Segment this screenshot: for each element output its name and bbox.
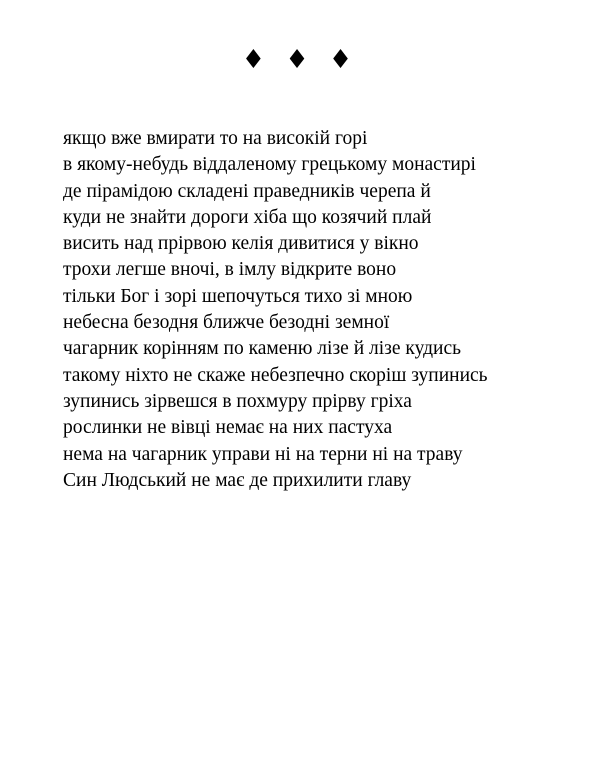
poem-line: Син Людський не має де прихилити главу: [63, 469, 412, 491]
poem-line: де пірамідою складені праведників черепа й: [63, 180, 431, 202]
poem-line: якщо вже вмирати то на високій горі: [63, 128, 368, 149]
poem-text: [63, 126, 593, 494]
poem-line: в якому-небудь віддаленому грецькому монастирі: [63, 154, 476, 176]
poem-line: куди не знайти дороги хіба що козячий плай: [63, 206, 432, 228]
poem-line: висить над прірвою келія дивитися у вікно: [63, 233, 419, 255]
diamond-ornament-icon: ♦ ♦ ♦: [241, 45, 359, 75]
poem-line: небесна безодня ближче безодні земної: [63, 312, 390, 334]
poem-line: нема на чагарник управи ні на терни ні на траву: [63, 443, 463, 465]
poem-line: трохи легше вночі, в імлу відкрите воно: [63, 259, 397, 281]
poem-line: чагарник корінням по каменю лізе й лізе кудись: [63, 338, 462, 360]
poem-line: тільки Бог і зорі шепочуться тихо зі мною: [63, 285, 413, 307]
poem-line: такому ніхто не скаже небезпечно скоріш зупинись: [63, 364, 488, 386]
poem-line: рослинки не вівці немає на них пастуха: [63, 417, 393, 439]
poem-line: зупинись зірвешся в похмуру прірву гріха: [63, 390, 412, 412]
